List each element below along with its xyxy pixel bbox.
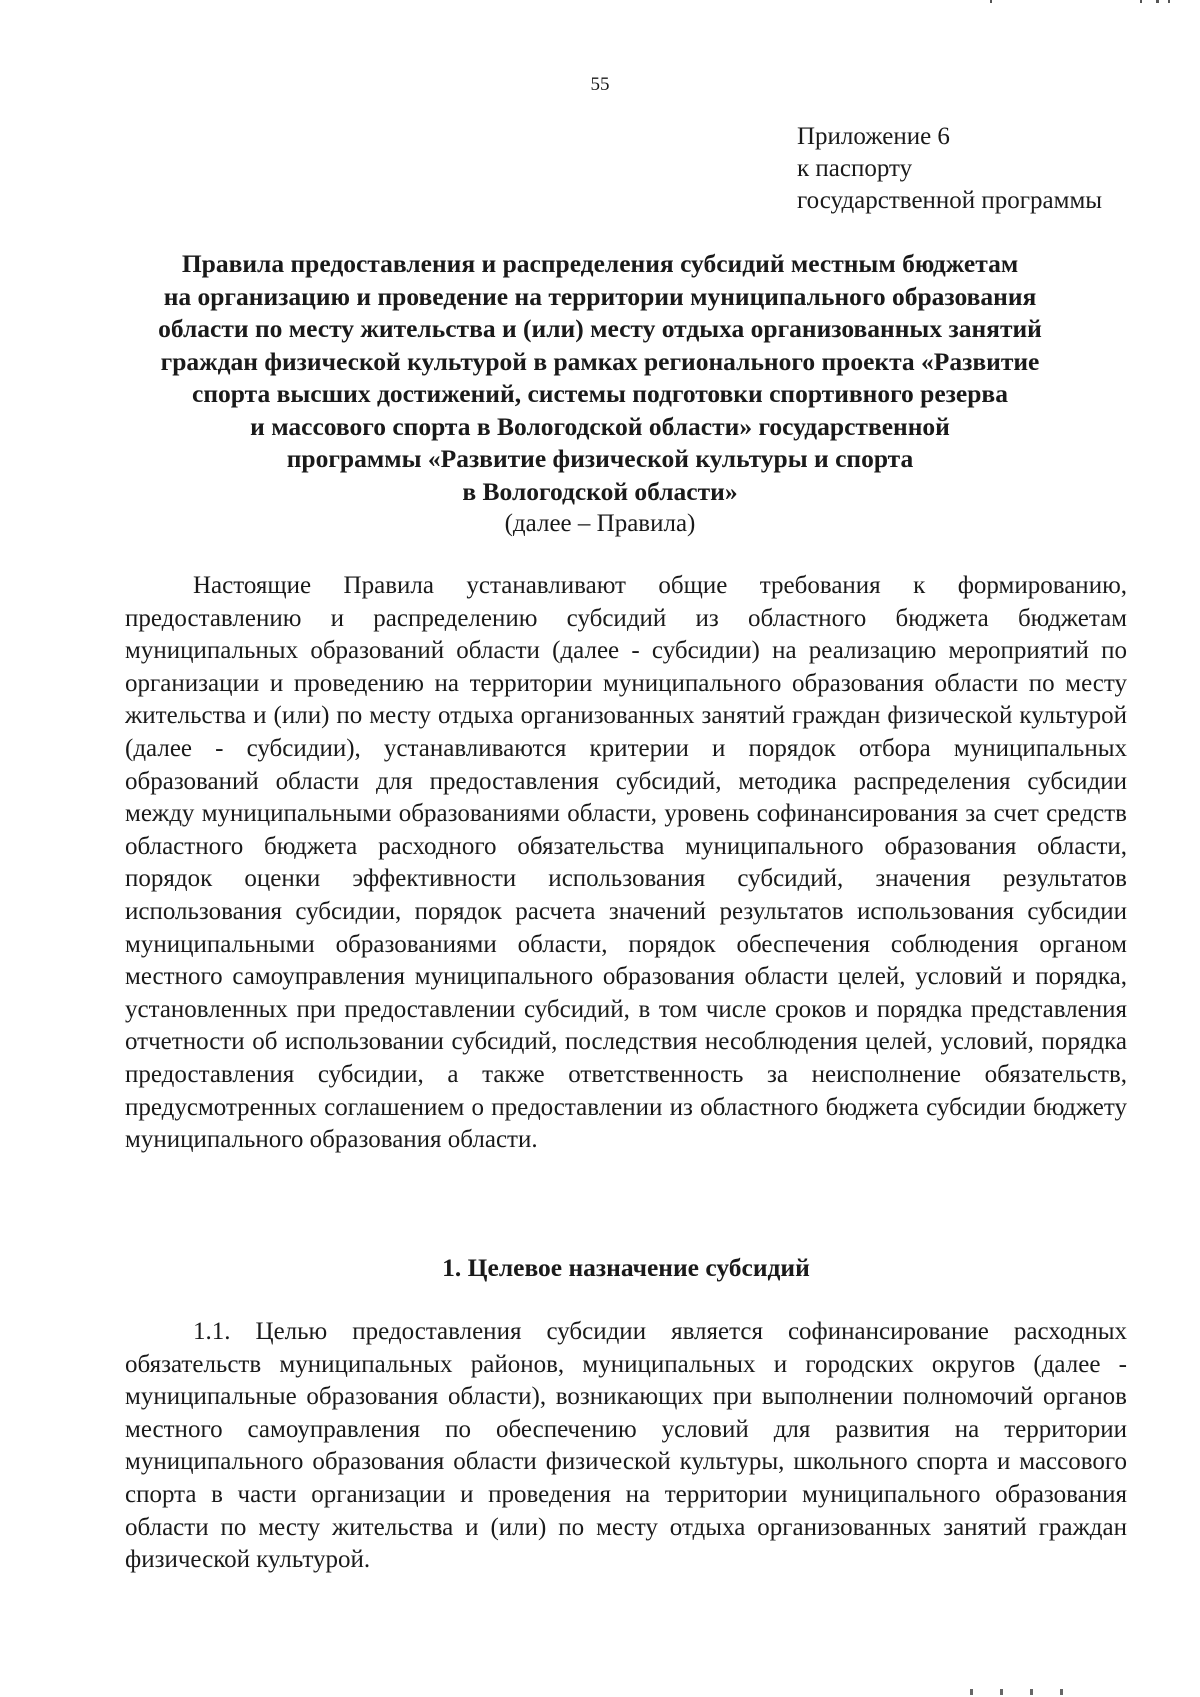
intro-paragraph: Настоящие Правила устанавливают общие требования к формированию, предоставлению и распределению субсидий из областного бюджета бюджетам муниципальных образований области (далее - субсидии) на реализацию мероприятий по организации и проведению на территории муниципального образования области по месту жительства и (или) по месту отдыха организованных занятий граждан физической культурой (далее - субсидии), устанавливаются критерии и порядок отбора муниципальных образований области для предоставления субсидий, методика распределения субсидии между муниципальными образованиями области, уровень софинансирования за счет средств областного бюджета расходного обязательства муниципального образования области, порядок оценки эффективности использования субсидий, значения результатов использования субсидии, порядок расчета значений результатов использования субсидии муниципальными образованиями области, порядок обеспечения соблюдения органом местного самоуправления муниципального образования области целей, условий и порядка, установленных при предоставлении субсидий, в том числе сроков и порядка представления отчетности об использовании субсидий, последствия несоблюдения целей, условий, порядка предоставления субсидии, а также ответственность за неисполнение обязательств, предусмотренных соглашением о предоставлении из областного бюджета субсидии бюджету муниципального образования области. <box>125 572 1127 1154</box>
title-line: области по месту жительства и (или) месту отдыха организованных занятий <box>158 314 1042 343</box>
scan-edge-marks-bottom <box>960 1689 1160 1697</box>
scan-edge-marks-top <box>900 0 1200 4</box>
section-heading: 1. Целевое назначение субсидий <box>442 1253 810 1282</box>
appendix-line: Приложение 6 <box>797 123 950 150</box>
title-subtitle: (далее – Правила) <box>504 510 696 537</box>
page-number: 55 <box>590 74 610 95</box>
appendix-note <box>797 121 1102 217</box>
section-1-body <box>125 1316 1127 1577</box>
title-line: в Вологодской области» <box>462 476 738 506</box>
title-line: и массового спорта в Вологодской области» государственной <box>250 411 950 441</box>
title-line: программы «Развитие физической культуры и спорта <box>286 444 914 473</box>
title-line: спорта высших достижений, системы подготовки спортивного резерва <box>192 379 1008 408</box>
intro-section <box>125 570 1127 1157</box>
title-line: на организацию и проведение на территории муниципального образования <box>163 281 1037 311</box>
document-title <box>120 248 1080 541</box>
title-line: граждан физической культурой в рамках регионального проекта «Развитие <box>160 346 1040 376</box>
appendix-line: к паспорту <box>797 155 913 182</box>
clause-1-1: 1.1. Целью предоставления субсидии является софинансирование расходных обязательств муниципальных районов, муниципальных и городских округов (далее - муниципальные образования области), возникающих при выполнении полномочий органов местного самоуправления по обеспечению условий для развития на территории муниципального образования области физической культуры, школьного спорта и массового спорта в части организации и проведения на территории муниципального образования области по месту жительства и (или) по месту отдыха организованных занятий граждан физической культурой. <box>125 1318 1127 1574</box>
title-line: Правила предоставления и распределения субсидий местным бюджетам <box>181 249 1019 278</box>
appendix-line: государственной программы <box>797 187 1103 214</box>
